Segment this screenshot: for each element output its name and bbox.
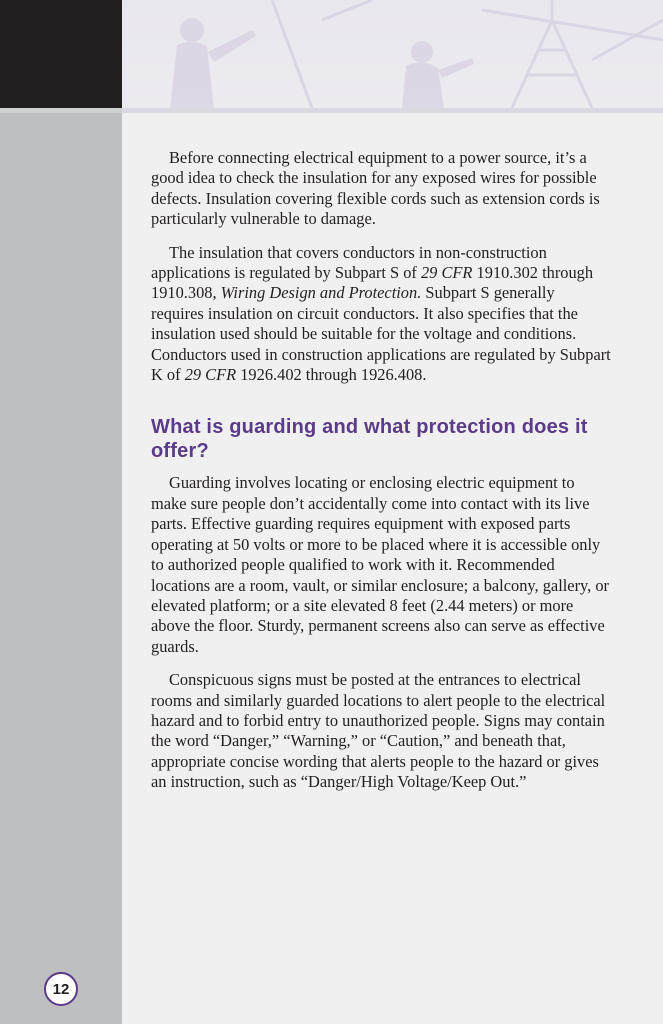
body-paragraph xyxy=(151,148,611,230)
banner-divider xyxy=(122,108,663,113)
header-banner-image xyxy=(122,0,663,108)
paragraph-text: Conspicuous signs must be posted at the entrances to electrical rooms and similarly guarded locations to alert people to the electrical hazard and to forbid entry to unauthorized people. Signs may contain the word “Danger,” “Warning,” or “Caution,” and beneath that, appropriate concise wording that alerts people to the hazard or gives an instruction, such as “Danger/High Voltage/Keep Out.” xyxy=(151,670,606,792)
italic-citation: Wiring Design and Protection. xyxy=(220,283,422,303)
body-paragraph xyxy=(151,473,611,657)
italic-citation: 29 CFR xyxy=(420,263,473,283)
paragraph-group-guarding xyxy=(151,473,611,792)
page-number-badge: 12 xyxy=(44,972,78,1006)
paragraph-text: Before connecting electrical equipment to a power source, it’s a good idea to check the insulation for any exposed wires for possible defects. Insulation covering flexible cords such as extension cords is particularly vulnerable to damage. xyxy=(151,148,600,229)
workers-silhouette-image xyxy=(122,0,663,108)
paragraph-text: 1910.302 through 1910.308, xyxy=(151,263,594,303)
sidebar-divider xyxy=(0,108,122,113)
section-heading: What is guarding and what protection does it offer? xyxy=(151,416,588,463)
corner-block xyxy=(0,0,122,108)
left-sidebar-band xyxy=(0,108,122,1024)
paragraph-text: The insulation that covers conductors in non-construction applications is regulated by Subpart S of xyxy=(151,242,547,283)
body-paragraph xyxy=(151,243,611,386)
body-paragraph xyxy=(151,670,611,792)
paragraph-group-intro xyxy=(151,148,611,385)
paragraph-text: Guarding involves locating or enclosing electric equipment to make sure people don’t accidentally come into contact with its live parts. Effective guarding requires equipment with exposed parts operating at 50 volts or more to be placed where it is accessible only to authorized people qualified to work with it. Recommended locations are a room, vault, or similar enclosure; a balcony, gallery, or elevated platform; or a site elevated 8 feet (2.44 meters) or more above the floor. Sturdy, permanent screens also can serve as effective guards. xyxy=(151,473,610,656)
body-content xyxy=(151,148,611,806)
italic-citation: 29 CFR xyxy=(184,365,237,385)
paragraph-text: 1926.402 through 1926.408. xyxy=(236,365,427,385)
paragraph-text: Subpart S generally requires insulation on circuit conductors. It also specifies that the insulation used should be suitable for the voltage and conditions. Conductors used in construction applications are regulated by Subpart K of xyxy=(151,283,611,385)
